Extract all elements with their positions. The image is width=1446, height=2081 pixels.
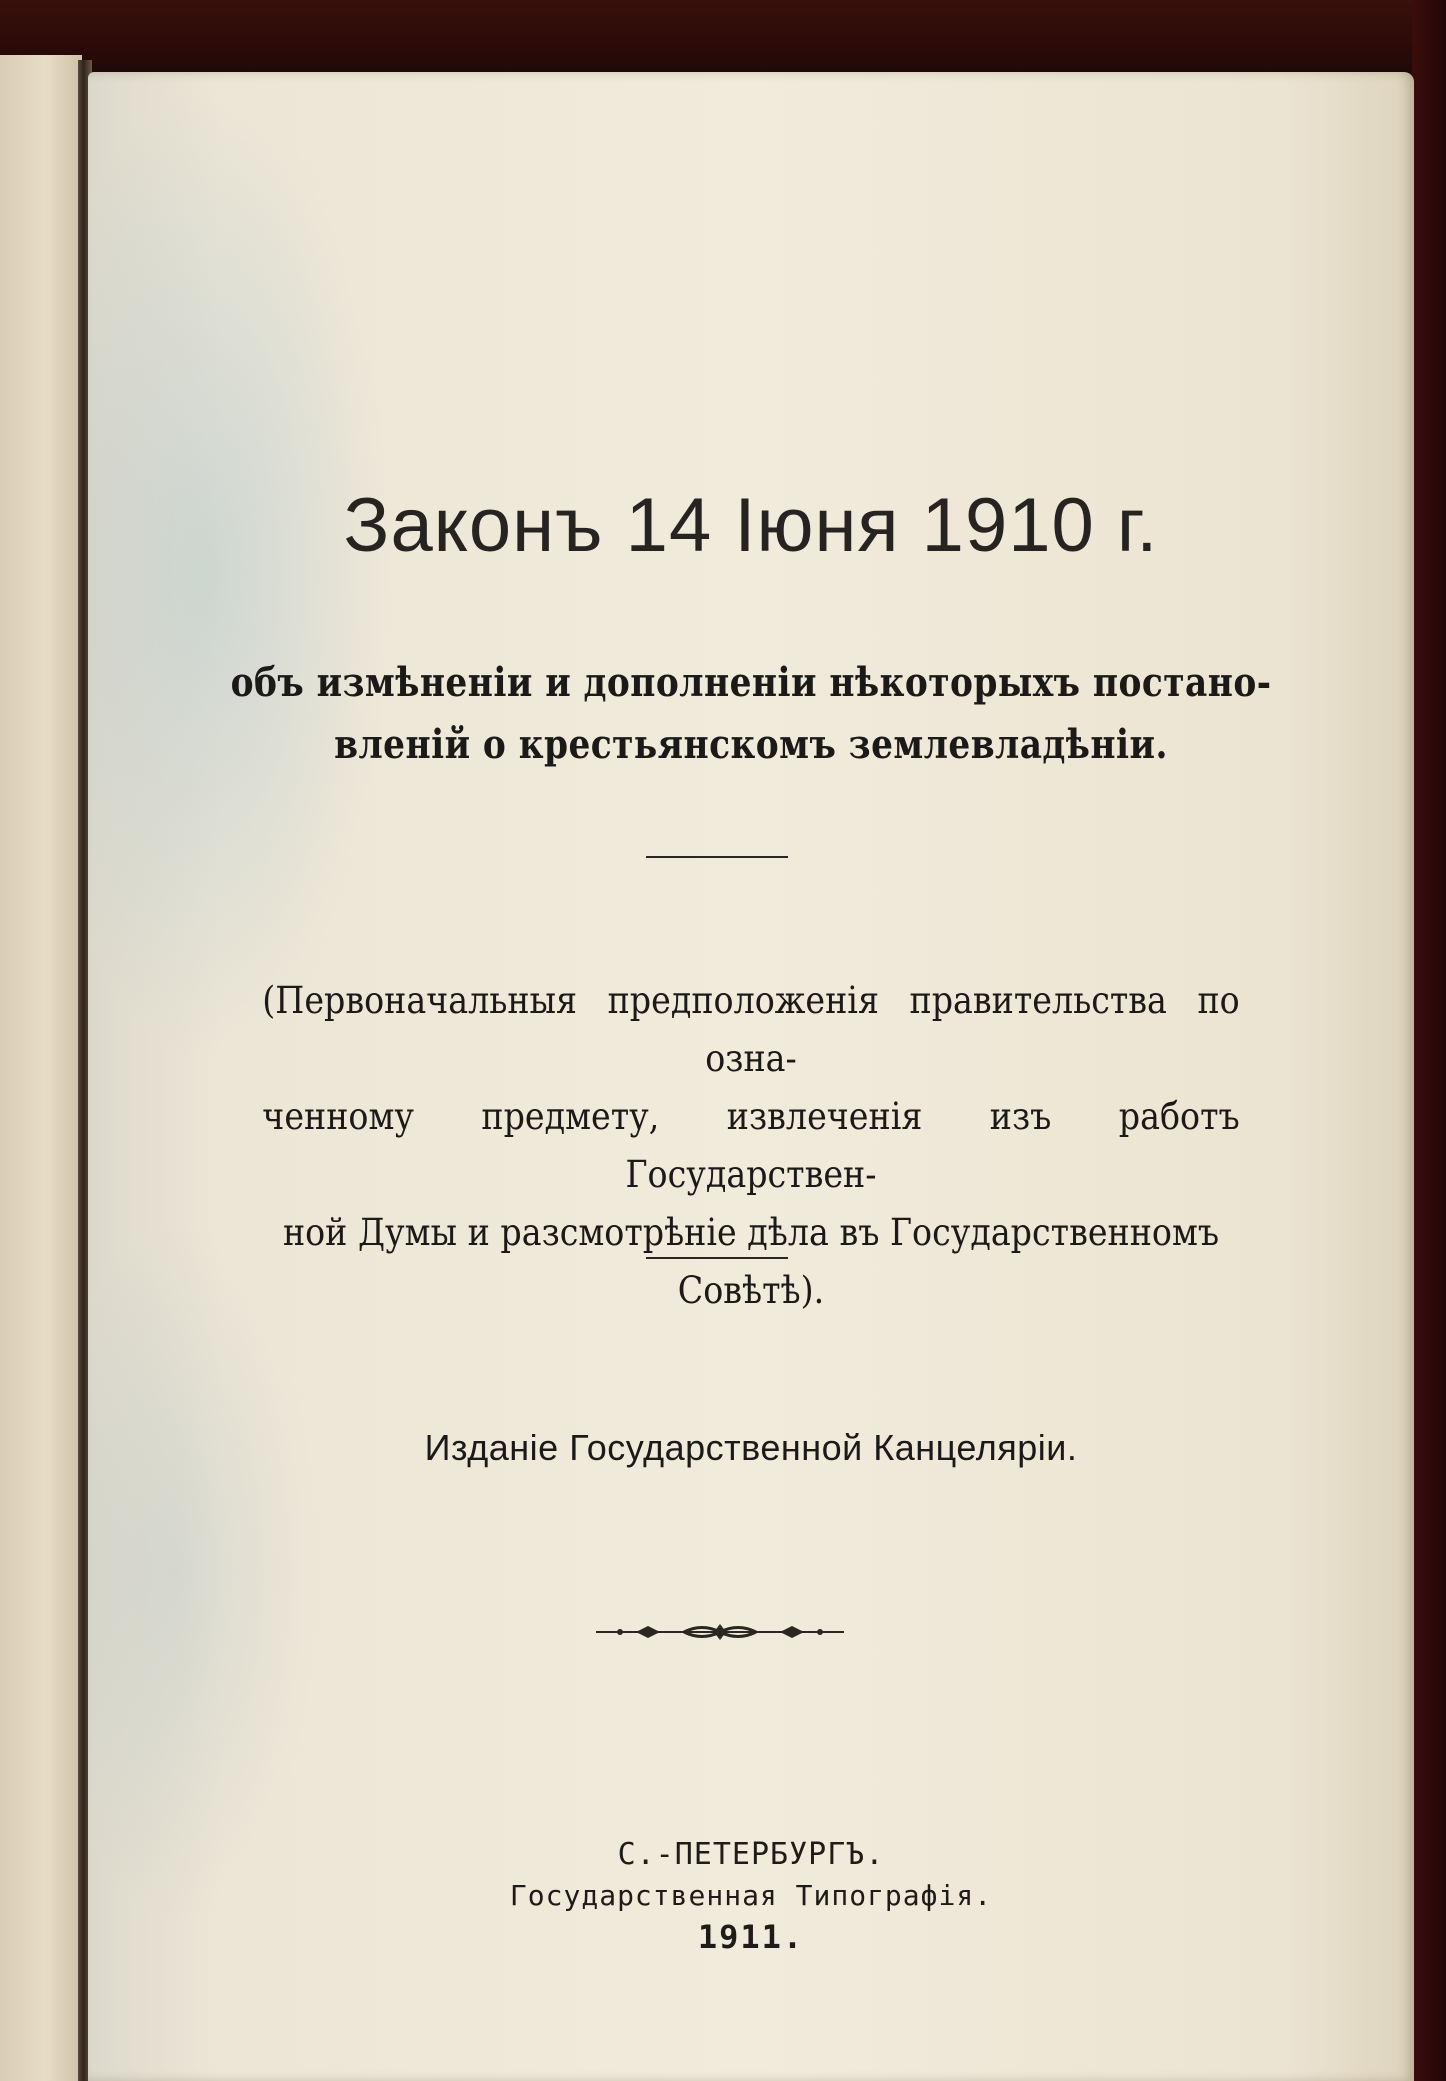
divider-rule [646,1257,788,1259]
page-title: Законъ 14 Iюня 1910 г. [343,483,1159,568]
description [262,972,1239,1320]
description-line: ченному предмету, извлеченія изъ работъ Государствен- [262,1095,1240,1196]
description-line: (Первоначальныя предположенія правительства по озна- [262,979,1240,1080]
publisher-line: Изданіе Государственной Канцеляріи. [424,1427,1078,1468]
book-edge-right [1412,0,1446,2081]
description-line: Совѣтѣ). [677,1269,825,1312]
ornament-flourish-icon [596,1617,844,1647]
description-line: ной Думы и разсмотрѣніе дѣла въ Государственномъ [282,1211,1220,1254]
subtitle-line: вленій о крестьянскомъ землевладѣніи. [334,721,1168,768]
title-page [88,72,1414,2081]
subtitle [181,652,1321,776]
previous-page-edge [0,55,82,2081]
book-edge-top [0,0,1446,80]
imprint-year: 1911. [697,1918,805,1956]
imprint-press: Государственная Типографія. [509,1879,993,1912]
divider-rule [646,856,788,858]
subtitle-line: объ измѣненіи и дополненіи нѣкоторыхъ постано- [230,659,1272,706]
imprint-city: С.-ПЕТЕРБУРГЪ. [617,1837,885,1872]
